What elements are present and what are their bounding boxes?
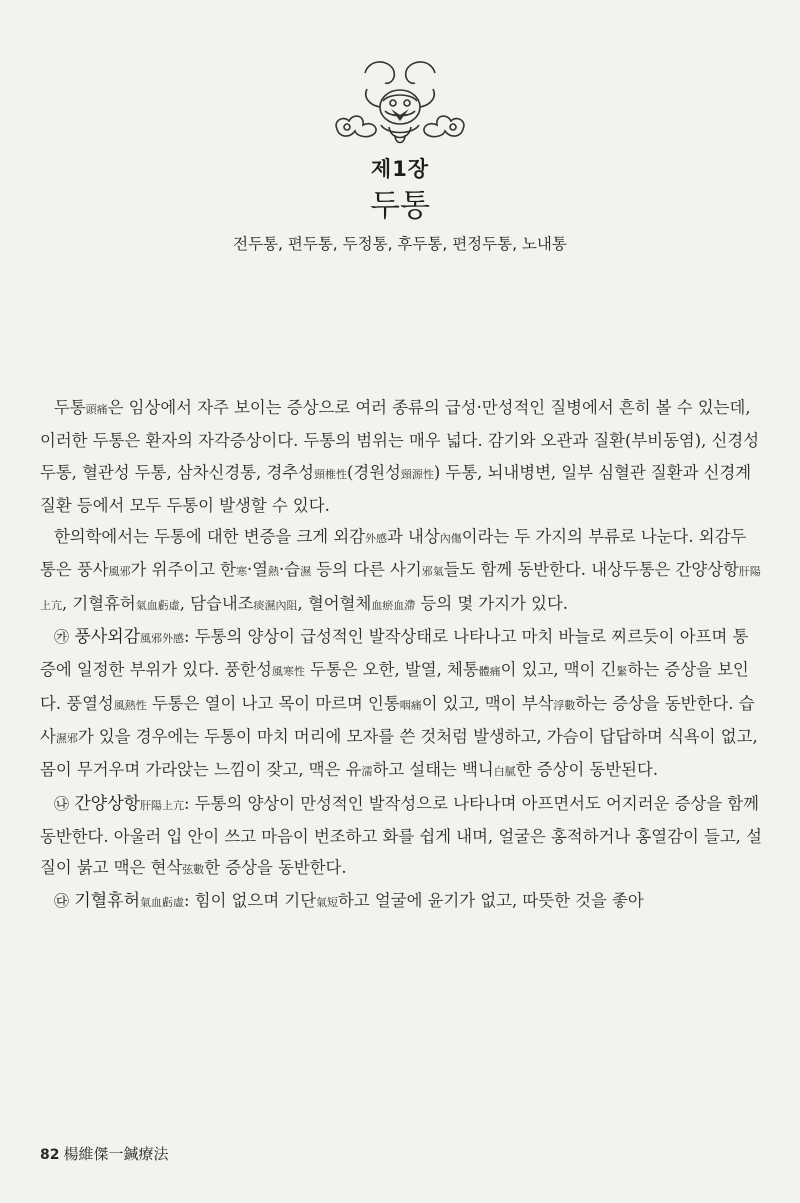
hanja-gloss: 濕: [300, 565, 312, 579]
hanja-gloss: 咽痛: [399, 698, 422, 712]
text-run: 한 증상을 동반한다.: [204, 858, 347, 878]
text-run: 두통은 열이 나고 목이 마르며 인통: [146, 693, 400, 713]
text-run: 두통은 오한, 발열, 체통: [304, 660, 479, 680]
book-title: 楊維傑一鍼療法: [63, 1145, 169, 1163]
chapter-ornament-icon: [329, 55, 471, 155]
hanja-gloss: 緊: [616, 665, 628, 679]
paragraph: [40, 788, 762, 886]
chapter-number: 제1장: [370, 157, 430, 181]
text-run: ) 두통, 뇌내병변, 일부 심혈관 질환과 신경계 질환 등에서 모두 두통이 발생할 수 있다.: [40, 462, 752, 515]
hanja-gloss: 肝陽上亢: [40, 565, 761, 612]
list-marker: ㉮: [53, 628, 69, 647]
hanja-gloss: 風熱性: [113, 698, 147, 712]
text-run: ·열: [246, 560, 269, 580]
subheading-term: 간양상항: [68, 793, 141, 814]
hanja-gloss: 白膩: [493, 765, 516, 779]
hanja-gloss: 浮數: [553, 698, 576, 712]
text-run: , 기혈휴허: [62, 593, 136, 613]
hanja-gloss: 濡: [361, 765, 373, 779]
chapter-subtitle: 전두통, 편두통, 두정통, 후두통, 편정두통, 노내통: [233, 235, 567, 253]
text-run: 등의 다른 사기: [311, 560, 422, 580]
hanja-gloss: 肝陽上亢: [140, 798, 185, 812]
text-run: 등의 몇 가지가 있다.: [415, 593, 569, 613]
hanja-gloss: 弦數: [182, 863, 205, 877]
hanja-gloss: 痰濕內阻: [253, 598, 298, 612]
page-footer: [40, 1143, 169, 1164]
hanja-gloss: 頸源性: [400, 467, 434, 481]
hanja-gloss: 體痛: [478, 665, 501, 679]
paragraph: [40, 621, 762, 787]
text-run: 하고 설태는 백니: [372, 760, 494, 780]
hanja-gloss: 血瘀血滯: [371, 598, 416, 612]
text-run: 가 있을 경우에는 두통이 마치 머리에 모자를 쓴 것처럼 발생하고, 가슴이 답답하며 식욕이 없고, 몸이 무거우며 가라앉는 느낌이 잦고, 맥은 유: [40, 726, 758, 780]
text-run: 한의학에서는 두통에 대한 변증을 크게 외감: [53, 527, 365, 547]
hanja-gloss: 風寒性: [271, 665, 305, 679]
text-run: , 담습내조: [179, 593, 254, 613]
text-run: 하고 얼굴에 윤기가 없고, 따뜻한 것을 좋아: [338, 891, 644, 911]
text-run: 하는 증상을 보인다. 풍열성: [40, 660, 749, 713]
hanja-gloss: 頭痛: [85, 403, 108, 416]
hanja-gloss: 風邪: [108, 565, 131, 579]
text-run: : 두통의 양상이 급성적인 발작상태로 나타나고 마치 바늘로 찌르듯이 아프며 통증에 일정한 부위가 있다. 풍한성: [40, 627, 749, 680]
hanja-gloss: 邪氣: [421, 565, 444, 579]
page-number: 82: [40, 1147, 60, 1163]
paragraph: [40, 392, 762, 521]
text-run: : 두통의 양상이 만성적인 발작성으로 나타나며 아프면서도 어지러운 증상을 함께 동반한다. 아울러 입 안이 쓰고 마음이 번조하고 화를 쉽게 내며, 얼굴은 홍적하거나 홍열감이 들고, 설질이 붉고 맥은 현삭: [40, 793, 762, 878]
text-run: 하는 증상을 동반한다. 습사: [40, 693, 755, 746]
hanja-gloss: 外感: [365, 532, 387, 546]
list-marker: ㉰: [53, 892, 69, 911]
text-run: : 힘이 없으며 기단: [184, 891, 317, 911]
text-run: 은 임상에서 자주 보이는 증상으로 여러 종류의 급성·만성적인 질병에서 흔히 볼 수 있는데, 이러한 두통은 환자의 자각증상이다. 두통의 범위는 매우 넓다. 감기와 오관과 질환(부비동염), 신경성 두통, 혈관성 두통, 삼차신경통, 경추성: [40, 398, 760, 482]
hanja-gloss: 頸椎性: [313, 467, 347, 481]
text-run: (경원성: [346, 462, 401, 482]
hanja-gloss: 內傷: [439, 532, 462, 546]
text-run: 가 위주이고 한: [130, 560, 236, 580]
chapter-title: 두통: [370, 188, 430, 224]
hanja-gloss: 氣血虧虛: [140, 896, 185, 910]
paragraph: [40, 885, 762, 918]
hanja-gloss: 氣短: [316, 896, 339, 910]
subheading-term: 풍사외감: [68, 627, 141, 648]
hanja-gloss: 氣血虧虛: [135, 598, 180, 612]
text-run: 이 있고, 맥이 부삭: [421, 693, 554, 713]
paragraph: [40, 521, 762, 621]
subheading-term: 기혈휴허: [68, 891, 141, 912]
text-run: 한 증상이 동반된다.: [515, 760, 659, 780]
hanja-gloss: 風邪外感: [140, 632, 185, 646]
text-run: 과 내상: [387, 527, 440, 547]
text-run: 들도 함께 동반한다. 내상두통은 간양상항: [443, 560, 739, 580]
hanja-gloss: 寒: [235, 565, 247, 579]
list-marker: ㉯: [53, 794, 69, 813]
text-run: 이 있고, 맥이 긴: [500, 660, 617, 680]
text-run: 두통: [53, 398, 86, 417]
text-run: ·습: [279, 560, 301, 580]
body-text: [40, 392, 762, 919]
hanja-gloss: 濕邪: [55, 731, 78, 745]
hanja-gloss: 熱: [268, 565, 280, 579]
text-run: 이라는 두 가지의 부류로 나눈다. 외감두통은 풍사: [40, 527, 747, 580]
text-run: , 혈어혈체: [297, 593, 372, 613]
